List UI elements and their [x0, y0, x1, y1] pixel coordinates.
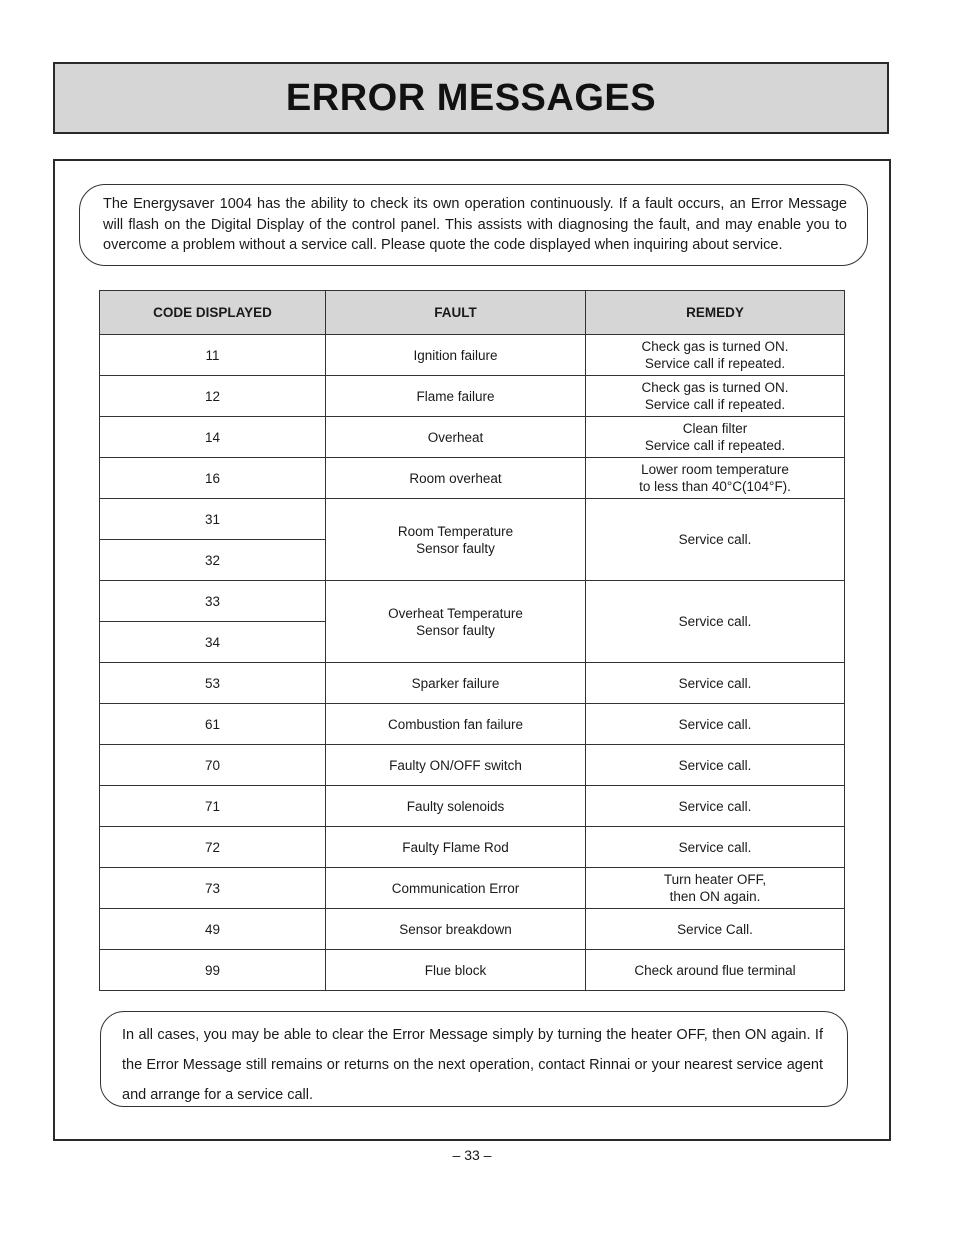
fault-cell: Sparker failure: [326, 663, 586, 704]
fault-cell: Overheat Temperature Sensor faulty: [326, 581, 586, 663]
fault-cell: Flue block: [326, 950, 586, 991]
code-cell: 53: [100, 663, 326, 704]
header-code-displayed: CODE DISPLAYED: [100, 291, 326, 335]
table-row: [100, 704, 845, 745]
fault-cell: Ignition failure: [326, 335, 586, 376]
table-row: [100, 335, 845, 376]
table-row: [100, 499, 845, 540]
remedy-cell: Clean filter Service call if repeated.: [586, 417, 845, 458]
fault-cell: Communication Error: [326, 868, 586, 909]
code-cell: 99: [100, 950, 326, 991]
table-row: [100, 745, 845, 786]
fault-cell: Faulty ON/OFF switch: [326, 745, 586, 786]
remedy-cell: Check gas is turned ON. Service call if repeated.: [586, 335, 845, 376]
outro-callout: In all cases, you may be able to clear the Error Message simply by turning the heater OFF, then ON again. If the Error Message still remains or returns on the next operation, contact Rinnai or your nearest service agent and arrange for a service call.: [100, 1011, 848, 1107]
remedy-cell: Service call.: [586, 745, 845, 786]
table-row: [100, 909, 845, 950]
intro-callout: The Energysaver 1004 has the ability to check its own operation continuously. If a fault occurs, an Error Message will flash on the Digital Display of the control panel. This assists with diagnosing the fault, and may enable you to overcome a problem without a service call. Please quote the code displayed when inquiring about service.: [79, 184, 868, 266]
remedy-cell: Check around flue terminal: [586, 950, 845, 991]
table-header-row: [100, 291, 845, 335]
remedy-cell: Lower room temperature to less than 40°C(104°F).: [586, 458, 845, 499]
code-cell: 71: [100, 786, 326, 827]
error-code-table: [99, 290, 845, 991]
remedy-cell: Service call.: [586, 704, 845, 745]
title-banner: [53, 62, 889, 134]
remedy-cell: Turn heater OFF, then ON again.: [586, 868, 845, 909]
table-row: [100, 827, 845, 868]
table-row: [100, 868, 845, 909]
code-cell: 70: [100, 745, 326, 786]
remedy-cell: Check gas is turned ON. Service call if repeated.: [586, 376, 845, 417]
code-cell: 32: [100, 540, 326, 581]
fault-cell: Sensor breakdown: [326, 909, 586, 950]
code-cell: 14: [100, 417, 326, 458]
remedy-cell: Service Call.: [586, 909, 845, 950]
table-row: [100, 458, 845, 499]
remedy-cell: Service call.: [586, 786, 845, 827]
code-cell: 34: [100, 622, 326, 663]
code-cell: 16: [100, 458, 326, 499]
fault-cell: Faulty solenoids: [326, 786, 586, 827]
code-cell: 72: [100, 827, 326, 868]
code-cell: 31: [100, 499, 326, 540]
table-row: [100, 950, 845, 991]
table-row: [100, 376, 845, 417]
table-row: [100, 663, 845, 704]
fault-cell: Combustion fan failure: [326, 704, 586, 745]
remedy-cell: Service call.: [586, 499, 845, 581]
fault-cell: Room overheat: [326, 458, 586, 499]
code-cell: 11: [100, 335, 326, 376]
page-title: ERROR MESSAGES: [285, 76, 657, 119]
code-cell: 33: [100, 581, 326, 622]
table-row: [100, 417, 845, 458]
code-cell: 49: [100, 909, 326, 950]
fault-cell: Overheat: [326, 417, 586, 458]
fault-cell: Flame failure: [326, 376, 586, 417]
code-cell: 61: [100, 704, 326, 745]
header-remedy: REMEDY: [586, 291, 845, 335]
remedy-cell: Service call.: [586, 581, 845, 663]
page-number: – 33 –: [452, 1147, 492, 1163]
table-row: [100, 581, 845, 622]
table-row: [100, 786, 845, 827]
fault-cell: Faulty Flame Rod: [326, 827, 586, 868]
fault-cell: Room Temperature Sensor faulty: [326, 499, 586, 581]
code-cell: 73: [100, 868, 326, 909]
header-fault: FAULT: [326, 291, 586, 335]
remedy-cell: Service call.: [586, 663, 845, 704]
code-cell: 12: [100, 376, 326, 417]
remedy-cell: Service call.: [586, 827, 845, 868]
